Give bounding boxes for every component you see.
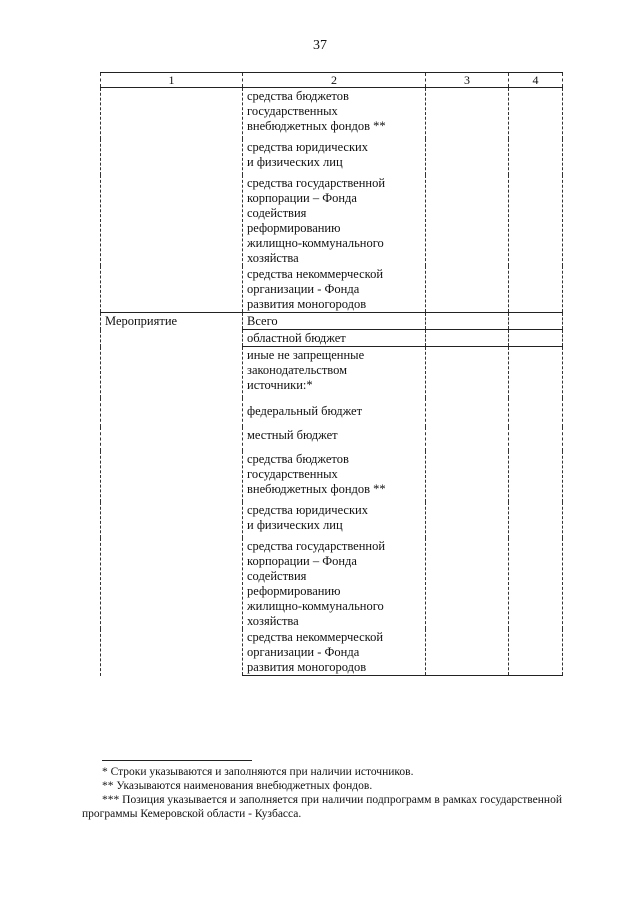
funding-table xyxy=(100,72,563,676)
header-col-2: 2 xyxy=(243,73,426,88)
funding-source-cell: средства государственной корпорации – Фонда содействия реформированию жилищно-коммунального хозяйства xyxy=(243,538,426,629)
footnote-divider xyxy=(102,760,252,761)
funding-source-cell: Всего xyxy=(243,313,426,330)
event-label-cell: Мероприятие xyxy=(101,313,243,676)
footnote-2: ** Указываются наименования внебюджетных фондов. xyxy=(102,780,373,792)
value-cell xyxy=(426,398,509,427)
funding-source-cell: средства некоммерческой организации - Фонда развития моногородов xyxy=(243,629,426,676)
value-cell xyxy=(426,427,509,451)
funding-source-cell: средства государственной корпорации – Фонда содействия реформированию жилищно-коммунального хозяйства xyxy=(243,175,426,266)
footnotes xyxy=(82,760,562,821)
value-cell xyxy=(426,139,509,175)
footnote-3: *** Позиция указывается и заполняется при наличии подпрограмм в рамках государственной программы Кемеровской области - Кузбасса. xyxy=(82,794,562,820)
table-row xyxy=(101,266,563,313)
value-cell xyxy=(509,88,563,140)
value-cell xyxy=(426,88,509,140)
funding-source-cell: средства бюджетов государственных внебюджетных фондов ** xyxy=(243,451,426,502)
empty-cell xyxy=(101,88,243,140)
empty-cell xyxy=(101,175,243,266)
funding-source-cell: федеральный бюджет xyxy=(243,398,426,427)
funding-source-cell: иные не запрещенные законодательством источники:* xyxy=(243,347,426,399)
value-cell xyxy=(509,266,563,313)
header-row xyxy=(101,73,563,88)
value-cell xyxy=(509,398,563,427)
value-cell xyxy=(426,502,509,538)
value-cell xyxy=(426,313,509,330)
empty-cell xyxy=(101,266,243,313)
funding-source-cell: областной бюджет xyxy=(243,330,426,347)
table-row xyxy=(101,175,563,266)
value-cell xyxy=(509,313,563,330)
value-cell xyxy=(509,502,563,538)
header-col-4: 4 xyxy=(509,73,563,88)
value-cell xyxy=(509,427,563,451)
table-row xyxy=(101,313,563,330)
table-row xyxy=(101,88,563,140)
value-cell xyxy=(426,451,509,502)
value-cell xyxy=(509,347,563,399)
funding-source-cell: средства бюджетов государственных внебюджетных фондов ** xyxy=(243,88,426,140)
funding-source-cell: средства юридических и физических лиц xyxy=(243,139,426,175)
value-cell xyxy=(509,538,563,629)
value-cell xyxy=(426,538,509,629)
value-cell xyxy=(426,629,509,676)
value-cell xyxy=(509,175,563,266)
funding-source-cell: средства юридических и физических лиц xyxy=(243,502,426,538)
value-cell xyxy=(426,175,509,266)
funding-source-cell: местный бюджет xyxy=(243,427,426,451)
header-col-3: 3 xyxy=(426,73,509,88)
funding-source-cell: средства некоммерческой организации - Фонда развития моногородов xyxy=(243,266,426,313)
funding-table-container xyxy=(100,72,562,676)
value-cell xyxy=(509,330,563,347)
header-col-1: 1 xyxy=(101,73,243,88)
empty-cell xyxy=(101,139,243,175)
value-cell xyxy=(509,451,563,502)
value-cell xyxy=(426,266,509,313)
table-row xyxy=(101,139,563,175)
value-cell xyxy=(509,139,563,175)
value-cell xyxy=(426,330,509,347)
page-number: 37 xyxy=(313,38,327,53)
footnote-1: * Строки указываются и заполняются при наличии источников. xyxy=(102,766,414,778)
value-cell xyxy=(426,347,509,399)
value-cell xyxy=(509,629,563,676)
